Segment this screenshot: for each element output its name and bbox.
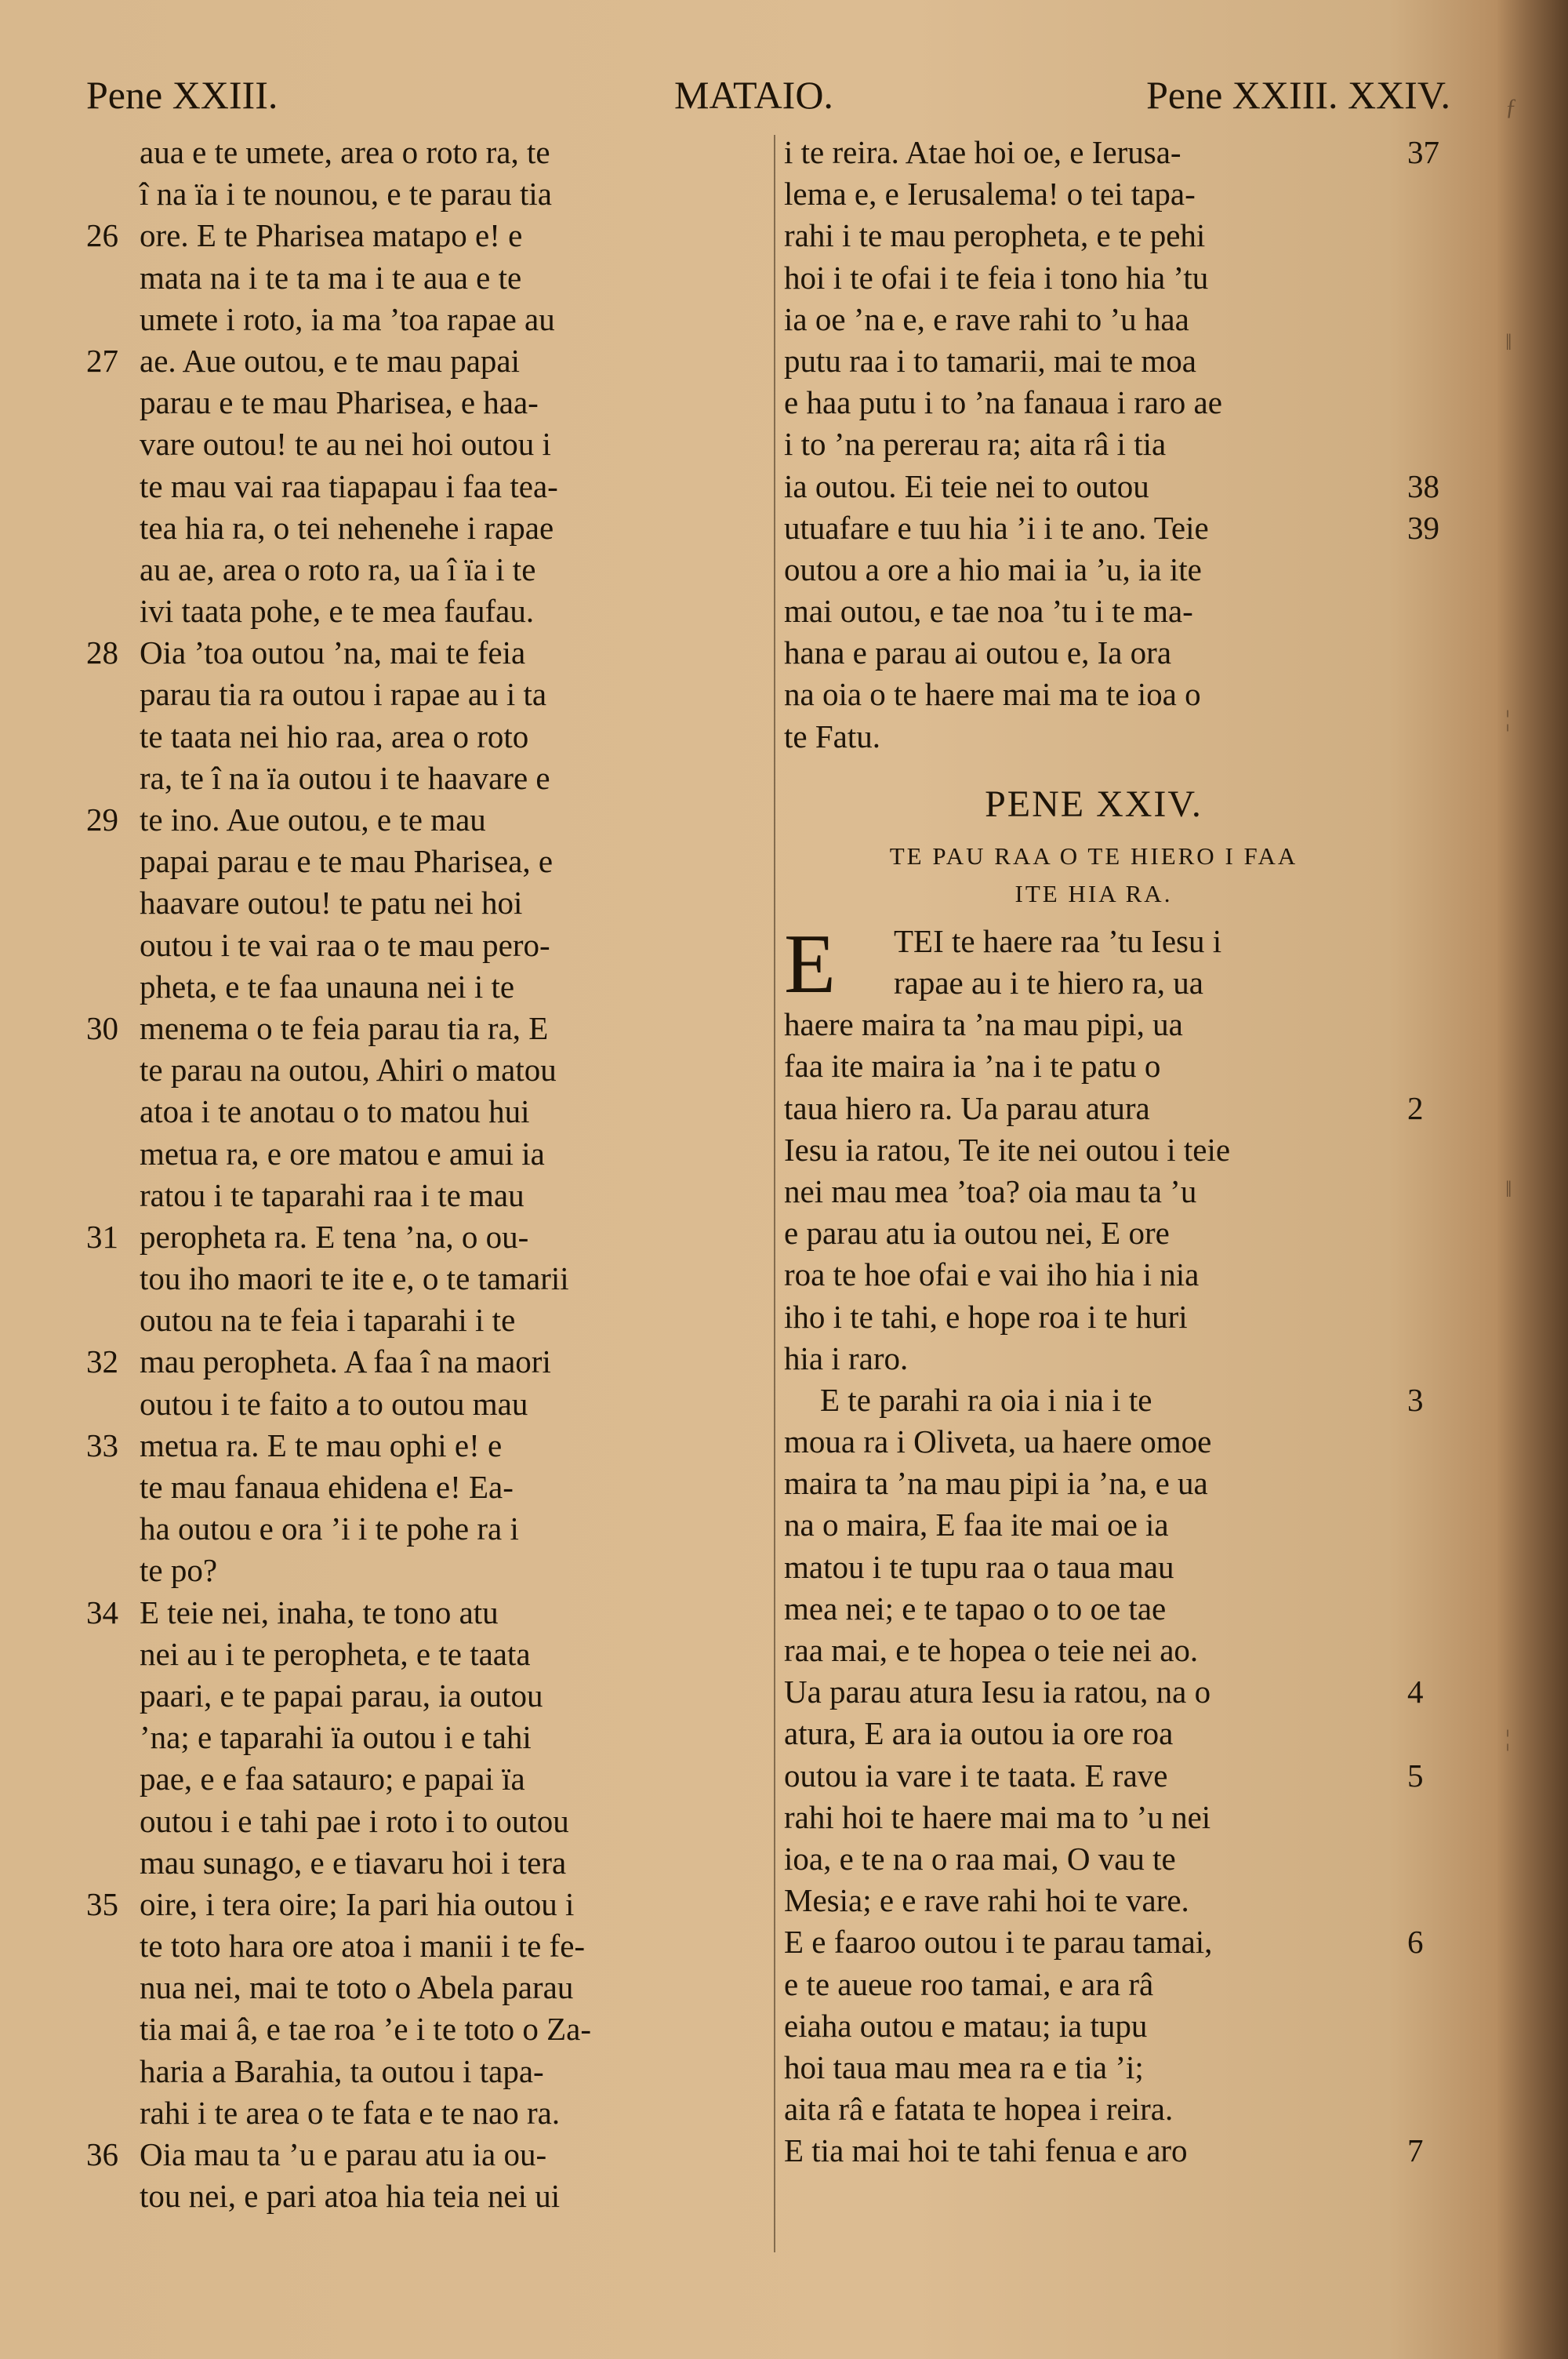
line-text: Iesu ia ratou, Te ite nei outou i teie — [784, 1131, 1231, 1168]
text-line — [86, 1341, 763, 1383]
text-line — [140, 1299, 763, 1341]
verse-number: 28 — [86, 634, 118, 671]
text-line — [86, 1216, 763, 1258]
line-text: outou na te feia i taparahi i te — [140, 1302, 516, 1339]
verse-number: 26 — [86, 217, 118, 254]
verse-number: 27 — [86, 342, 118, 379]
line-text: Mesia; e e rave rahi hoi te vare. — [784, 1882, 1189, 1919]
line-text: aita râ e fatata te hopea i reira. — [784, 2091, 1174, 2128]
line-text: tia mai â, e tae roa ’e i te toto o Za- — [140, 2011, 592, 2048]
line-text: eiaha outou e matau; ia tupu — [784, 2007, 1148, 2044]
line-text: lema e, e Ierusalema! o tei tapa- — [784, 176, 1196, 213]
verse-number: 31 — [86, 1218, 118, 1255]
header-right: Pene XXIII. XXIV. — [1146, 73, 1450, 117]
text-line — [784, 340, 1403, 382]
text-line — [140, 2092, 763, 2134]
text-line — [140, 507, 763, 549]
line-text: roa te hoe ofai e vai iho hia i nia — [784, 1256, 1200, 1293]
line-text: tou nei, e pari atoa hia teia nei ui — [140, 2178, 561, 2215]
line-text: raa mai, e te hopea o teie nei ao. — [784, 1632, 1199, 1668]
text-line — [140, 2008, 763, 2050]
text-line — [140, 1467, 763, 1508]
line-text: ivi taata pohe, e te mea faufau. — [140, 593, 535, 630]
verse-number: 7 — [1407, 2132, 1424, 2169]
text-line — [784, 1713, 1403, 1754]
line-text: haavare outou! te patu nei hoi — [140, 885, 523, 921]
line-text: i to ’na pererau ra; aita râ i tia — [784, 426, 1167, 463]
text-line — [140, 382, 763, 423]
line-text: tou iho maori te ite e, o te tamarii — [140, 1260, 569, 1297]
line-text: hana e parau ai outou e, Ia ora — [784, 634, 1172, 671]
verse-number: 38 — [1407, 467, 1439, 504]
line-text: papai parau e te mau Pharisea, e — [140, 843, 554, 880]
line-text: mai outou, e tae noa ’tu i te ma- — [784, 593, 1193, 630]
line-text: outou ia vare i te taata. E rave — [784, 1757, 1168, 1794]
text-line — [784, 591, 1403, 632]
line-text: na o maira, E faa ite mai oe ia — [784, 1507, 1169, 1543]
text-line — [784, 507, 1439, 549]
text-line — [140, 1049, 763, 1091]
line-text: umete i roto, ia ma ’toa rapae au — [140, 300, 555, 337]
text-line — [784, 1171, 1403, 1212]
text-line — [784, 1630, 1403, 1671]
text-line — [140, 1383, 763, 1425]
text-line — [784, 1964, 1403, 2005]
header-left: Pene XXIII. — [86, 73, 278, 117]
text-line — [140, 173, 763, 215]
text-line — [784, 466, 1439, 507]
line-text: te taata nei hio raa, area o roto — [140, 718, 529, 754]
text-line — [140, 1925, 763, 1967]
line-text: ia outou. Ei teie nei to outou — [784, 467, 1149, 504]
text-line — [140, 1842, 763, 1884]
line-text: mata na i te ta ma i te aua e te — [140, 259, 522, 296]
verse-number: 6 — [1407, 1924, 1424, 1961]
line-text: e haa putu i to ’na fanaua i raro ae — [784, 384, 1222, 421]
drop-cap: E — [784, 917, 836, 1011]
line-text: putu raa i to tamarii, mai te moa — [784, 342, 1196, 379]
text-line — [140, 882, 763, 924]
line-text: utuafare e tuu hia ’i i te ano. Teie — [784, 509, 1209, 546]
text-line — [784, 716, 1403, 758]
verse-number: 36 — [86, 2136, 118, 2172]
line-text: tea hia ra, o tei nehenehe i rapae — [140, 509, 554, 546]
text-line — [784, 215, 1403, 256]
line-text: rahi i te area o te fata e te nao ra. — [140, 2094, 561, 2131]
text-line — [140, 1133, 763, 1175]
section-title-line-2: ITE HIA RA. — [1014, 879, 1173, 907]
verse-number: 4 — [1407, 1674, 1424, 1710]
text-line — [140, 257, 763, 299]
line-text: mau peropheta. A faa î na maori — [140, 1343, 551, 1380]
text-line — [784, 1379, 1424, 1421]
text-line — [784, 1838, 1403, 1880]
text-line — [140, 1091, 763, 1132]
verse-number: 2 — [1407, 1089, 1424, 1126]
line-text: moua ra i Oliveta, ua haere omoe — [784, 1423, 1212, 1460]
text-line — [140, 2175, 763, 2217]
line-text: parau tia ra outou i rapae au i ta — [140, 676, 547, 713]
line-text: metua ra, e ore matou e amui ia — [140, 1135, 545, 1172]
text-line — [784, 1547, 1403, 1588]
text-line — [784, 1129, 1403, 1171]
line-text: atoa i te anotau o to matou hui — [140, 1093, 530, 1130]
line-text: ia oe ’na e, e rave rahi to ’u haa — [784, 300, 1189, 337]
text-line — [140, 1675, 763, 1717]
header-center: MATAIO. — [674, 73, 833, 117]
verse-number: 37 — [1407, 134, 1439, 170]
text-line — [140, 841, 763, 882]
text-line — [140, 1258, 763, 1299]
text-line — [784, 2005, 1403, 2047]
text-line — [784, 299, 1403, 340]
line-text: te parau na outou, Ahiri o matou — [140, 1052, 557, 1089]
adjacent-page-edge: ƒ ‖ ¦ ‖ ¦ — [1497, 0, 1568, 2359]
line-text: ratou i te taparahi raa i te mau — [140, 1176, 524, 1213]
line-text: E teie nei, inaha, te tono atu — [140, 1594, 499, 1630]
text-line — [86, 1884, 763, 1925]
line-text: paari, e te papai parau, ia outou — [140, 1677, 543, 1714]
verse-number: 30 — [86, 1009, 118, 1046]
line-text: metua ra. E te mau ophi e! e — [140, 1427, 503, 1463]
line-text: Oia mau ta ’u e parau atu ia ou- — [140, 2136, 547, 2172]
line-text: hia i raro. — [784, 1339, 909, 1376]
line-text: outou i te vai raa o te mau pero- — [140, 926, 550, 963]
line-text: e parau atu ia outou nei, E ore — [784, 1215, 1170, 1252]
line-text: rapae au i te hiero ra, ua — [894, 965, 1203, 1001]
chapter-opening — [784, 917, 1424, 2172]
line-text: E tia mai hoi te tahi fenua e aro — [784, 2132, 1188, 2169]
left-column — [86, 132, 763, 2234]
line-text: pae, e e faa satauro; e papai ïa — [140, 1761, 525, 1797]
text-line — [784, 549, 1403, 591]
line-text: mea nei; e te tapao o to oe tae — [784, 1590, 1167, 1627]
line-text: nei mau mea ’toa? oia mau ta ’u — [784, 1172, 1197, 1209]
text-line — [784, 2130, 1424, 2172]
line-text: haria a Barahia, ta outou i tapa- — [140, 2052, 544, 2089]
verse-number: 39 — [1407, 509, 1439, 546]
line-text: nei au i te peropheta, e te taata — [140, 1635, 531, 1672]
text-line — [784, 1797, 1403, 1838]
line-text: nua nei, mai te toto o Abela parau — [140, 1969, 574, 2006]
line-text: outou i e tahi pae i roto i to outou — [140, 1802, 569, 1839]
text-line — [86, 340, 763, 382]
line-text: rahi i te mau peropheta, e te pehi — [784, 217, 1206, 254]
verse-number: 35 — [86, 1885, 118, 1922]
text-line — [140, 758, 763, 799]
text-line — [784, 921, 1403, 962]
text-line — [140, 966, 763, 1008]
text-line — [784, 632, 1403, 674]
text-line — [140, 1801, 763, 1842]
text-line — [784, 1880, 1403, 1921]
text-line — [784, 257, 1403, 299]
line-text: E te parahi ra oia i nia i te — [820, 1381, 1152, 1418]
text-line — [140, 1550, 763, 1591]
text-line — [784, 1045, 1403, 1087]
text-line — [86, 1425, 763, 1467]
text-line — [86, 2134, 763, 2175]
text-line — [140, 2051, 763, 2092]
line-text: te mau vai raa tiapapau i faa tea- — [140, 467, 558, 504]
verse-number: 29 — [86, 801, 118, 838]
text-line — [784, 1671, 1424, 1713]
line-text: ore. E te Pharisea matapo e! e — [140, 217, 523, 254]
text-line — [140, 1175, 763, 1216]
line-text: haere maira ta ’na mau pipi, ua — [784, 1006, 1183, 1043]
verse-number: 5 — [1407, 1757, 1424, 1794]
text-line — [140, 423, 763, 465]
text-line — [784, 1421, 1403, 1463]
line-text: TEI te haere raa ’tu Iesu i — [894, 922, 1222, 959]
line-text: Oia ’toa outou ’na, mai te feia — [140, 634, 526, 671]
verse-number: 3 — [1407, 1381, 1424, 1418]
text-line — [140, 549, 763, 591]
line-text: na oia o te haere mai ma te ioa o — [784, 676, 1201, 713]
line-text: au ae, area o roto ra, ua î ïa i te — [140, 551, 536, 587]
line-text: maira ta ’na mau pipi ia ’na, e ua — [784, 1465, 1208, 1502]
text-line — [784, 1588, 1403, 1630]
text-line — [140, 1634, 763, 1675]
line-text: pheta, e te faa unauna nei i te — [140, 968, 515, 1005]
verse-number: 34 — [86, 1594, 118, 1630]
text-line — [784, 1755, 1424, 1797]
line-text: i te reira. Atae hoi oe, e Ierusa- — [784, 134, 1181, 170]
text-line — [140, 674, 763, 715]
line-text: hoi taua mau mea ra e tia ’i; — [784, 2048, 1144, 2085]
line-text: faa ite maira ia ’na i te patu o — [784, 1048, 1161, 1085]
text-line — [86, 1592, 763, 1634]
text-line — [784, 1463, 1403, 1504]
text-line — [140, 299, 763, 340]
line-text: te toto hara ore atoa i manii i te fe- — [140, 1928, 586, 1965]
text-line — [86, 799, 763, 841]
text-line — [140, 716, 763, 758]
text-line — [784, 962, 1403, 1004]
text-line — [784, 1212, 1403, 1254]
text-line — [784, 423, 1403, 465]
text-line — [784, 674, 1403, 715]
line-text: outou i te faito a to outou mau — [140, 1385, 528, 1422]
running-header — [86, 72, 1450, 119]
verse-number: 33 — [86, 1427, 118, 1463]
line-text: Ua parau atura Iesu ia ratou, na o — [784, 1674, 1211, 1710]
text-line — [784, 2047, 1403, 2088]
line-text: outou a ore a hio mai ia ’u, ia ite — [784, 551, 1202, 587]
line-text: atura, E ara ia outou ia ore roa — [784, 1715, 1174, 1752]
chapter-title: PENE XXIV. — [985, 783, 1203, 825]
verse-number: 32 — [86, 1343, 118, 1380]
text-line — [86, 632, 763, 674]
line-text: mau sunago, e e tiavaru hoi i tera — [140, 1844, 567, 1881]
text-line — [784, 382, 1403, 423]
line-text: ha outou e ora ’i i te pohe ra i — [140, 1510, 519, 1547]
line-text: menema o te feia parau tia ra, E — [140, 1009, 549, 1046]
line-text: taua hiero ra. Ua parau atura — [784, 1089, 1150, 1126]
text-line — [784, 1004, 1403, 1045]
line-text: te po? — [140, 1552, 218, 1589]
text-line — [784, 1504, 1403, 1546]
section-title-line-1: TE PAU RAA O TE HIERO I FAA — [889, 841, 1298, 870]
right-column-bottom — [784, 917, 1424, 2172]
line-text: hoi i te ofai i te feia i tono hia ’tu — [784, 259, 1209, 296]
text-line — [784, 1338, 1403, 1379]
column-divider — [774, 135, 775, 2252]
line-text: peropheta ra. E tena ’na, o ou- — [140, 1218, 529, 1255]
text-line — [784, 1921, 1424, 1963]
text-line — [784, 1254, 1403, 1296]
text-line — [140, 1967, 763, 2008]
line-text: te mau fanaua ehidena e! Ea- — [140, 1469, 514, 1505]
line-text: ’na; e taparahi ïa outou i e tahi — [140, 1719, 532, 1756]
text-line — [784, 1296, 1403, 1338]
text-line — [784, 1088, 1424, 1129]
text-line — [140, 1717, 763, 1758]
line-text: te ino. Aue outou, e te mau — [140, 801, 486, 838]
text-line — [784, 173, 1403, 215]
right-column-top — [784, 132, 1439, 758]
text-line — [784, 2088, 1403, 2130]
line-text: î na ïa i te nounou, e te parau tia — [140, 176, 552, 213]
line-text: iho i te tahi, e hope roa i te huri — [784, 1298, 1188, 1335]
line-text: parau e te mau Pharisea, e haa- — [140, 384, 539, 421]
line-text: rahi hoi te haere mai ma to ’u nei — [784, 1798, 1211, 1835]
right-column — [784, 132, 1439, 2234]
text-line — [140, 591, 763, 632]
line-text: ae. Aue outou, e te mau papai — [140, 342, 520, 379]
text-line — [140, 1758, 763, 1800]
line-text: E e faaroo outou i te parau tamai, — [784, 1924, 1213, 1961]
line-text: te Fatu. — [784, 718, 880, 754]
line-text: ioa, e te na o raa mai, O vau te — [784, 1840, 1176, 1877]
text-line — [86, 215, 763, 256]
text-line — [86, 1008, 763, 1049]
line-text: matou i te tupu raa o taua mau — [784, 1548, 1174, 1585]
line-text: ra, te î na ïa outou i te haavare e — [140, 759, 550, 796]
text-line — [140, 1508, 763, 1550]
line-text: aua e te umete, area o roto ra, te — [140, 134, 550, 170]
line-text: oire, i tera oire; Ia pari hia outou i — [140, 1885, 575, 1922]
text-line — [140, 466, 763, 507]
text-line — [784, 132, 1439, 173]
text-line — [140, 925, 763, 966]
line-text: vare outou! te au nei hoi outou i — [140, 426, 551, 463]
text-line — [140, 132, 763, 173]
line-text: e te aueue roo tamai, e ara râ — [784, 1965, 1154, 2002]
